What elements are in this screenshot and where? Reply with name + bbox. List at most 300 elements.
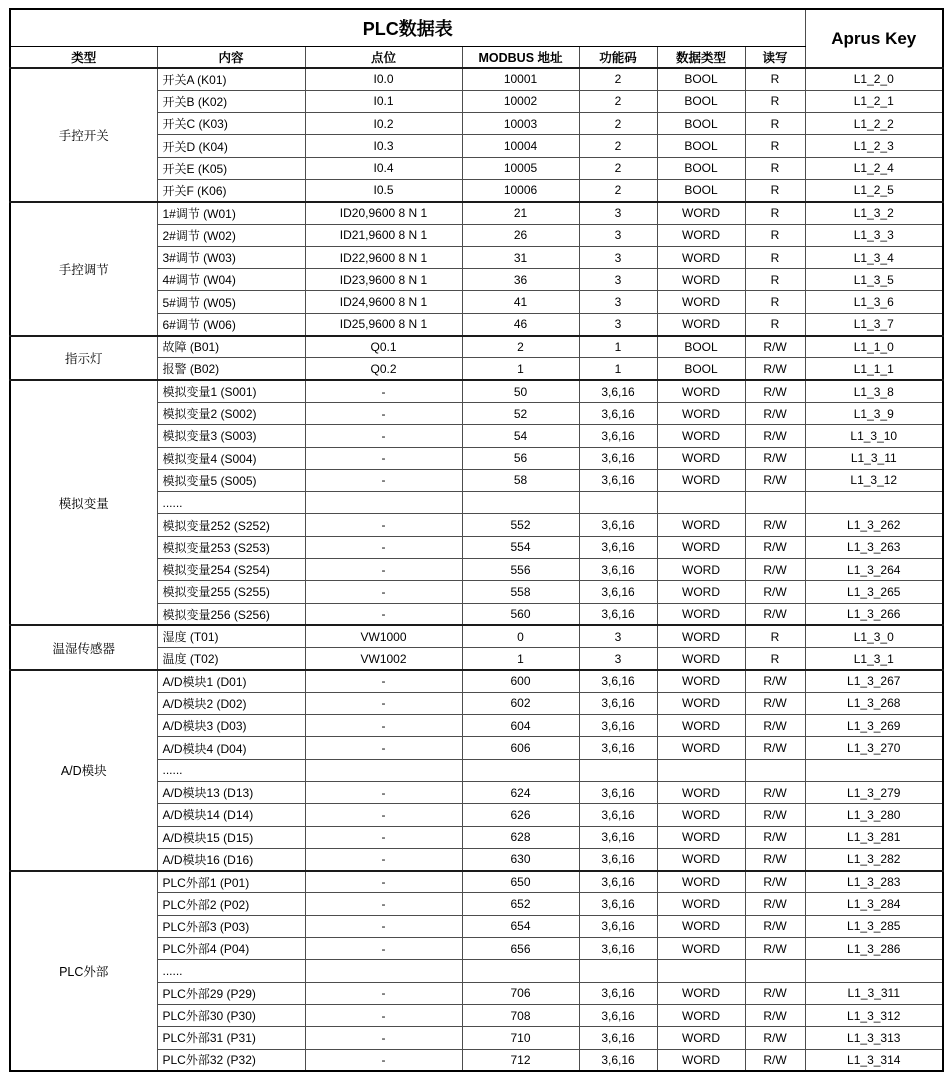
rw-cell: R/W xyxy=(745,603,805,625)
func-cell: 3,6,16 xyxy=(579,536,657,558)
dtype-cell: WORD xyxy=(657,782,745,804)
point-cell: I0.2 xyxy=(305,113,462,135)
point-cell: ID22,9600 8 N 1 xyxy=(305,246,462,268)
point-cell: VW1000 xyxy=(305,625,462,647)
content-cell: 模拟变量255 (S255) xyxy=(157,581,305,603)
key-cell xyxy=(805,759,943,781)
dtype-cell: WORD xyxy=(657,291,745,313)
func-cell: 3,6,16 xyxy=(579,938,657,960)
point-cell: - xyxy=(305,737,462,759)
rw-cell: R/W xyxy=(745,1027,805,1049)
rw-cell: R xyxy=(745,246,805,268)
point-cell: - xyxy=(305,915,462,937)
key-cell: L1_2_2 xyxy=(805,113,943,135)
key-cell: L1_2_4 xyxy=(805,157,943,179)
content-cell: 开关C (K03) xyxy=(157,113,305,135)
func-cell: 3 xyxy=(579,246,657,268)
content-cell: 模拟变量256 (S256) xyxy=(157,603,305,625)
content-cell: 模拟变量252 (S252) xyxy=(157,514,305,536)
modbus-cell: 712 xyxy=(462,1049,579,1071)
dtype-cell: WORD xyxy=(657,447,745,469)
modbus-cell: 552 xyxy=(462,514,579,536)
rw-cell: R/W xyxy=(745,380,805,402)
rw-cell: R/W xyxy=(745,581,805,603)
point-cell: - xyxy=(305,447,462,469)
rw-cell: R/W xyxy=(745,982,805,1004)
key-cell: L1_3_6 xyxy=(805,291,943,313)
key-cell: L1_3_270 xyxy=(805,737,943,759)
point-cell: - xyxy=(305,1027,462,1049)
key-cell: L1_3_269 xyxy=(805,715,943,737)
dtype-cell: BOOL xyxy=(657,135,745,157)
modbus-cell: 1 xyxy=(462,358,579,380)
func-cell: 3,6,16 xyxy=(579,782,657,804)
key-cell: L1_2_3 xyxy=(805,135,943,157)
rw-cell: R xyxy=(745,68,805,90)
dtype-cell: WORD xyxy=(657,246,745,268)
rw-cell: R/W xyxy=(745,425,805,447)
key-cell: L1_3_10 xyxy=(805,425,943,447)
content-cell: 模拟变量5 (S005) xyxy=(157,469,305,491)
table-row xyxy=(10,871,943,893)
type-cell: PLC外部 xyxy=(10,871,157,1072)
dtype-cell: WORD xyxy=(657,269,745,291)
content-cell: PLC外部29 (P29) xyxy=(157,982,305,1004)
func-cell: 1 xyxy=(579,336,657,358)
key-cell: L1_3_0 xyxy=(805,625,943,647)
rw-cell: R/W xyxy=(745,1049,805,1071)
type-cell: 指示灯 xyxy=(10,336,157,381)
col-header-content: 内容 xyxy=(157,46,305,68)
func-cell: 3,6,16 xyxy=(579,447,657,469)
func-cell: 3 xyxy=(579,202,657,224)
content-cell: A/D模块4 (D04) xyxy=(157,737,305,759)
modbus-cell: 56 xyxy=(462,447,579,469)
func-cell: 3,6,16 xyxy=(579,603,657,625)
col-header-func: 功能码 xyxy=(579,46,657,68)
key-cell: L1_3_311 xyxy=(805,982,943,1004)
func-cell: 3,6,16 xyxy=(579,804,657,826)
modbus-cell: 2 xyxy=(462,336,579,358)
rw-cell: R/W xyxy=(745,336,805,358)
modbus-cell: 560 xyxy=(462,603,579,625)
modbus-cell: 26 xyxy=(462,224,579,246)
rw-cell: R/W xyxy=(745,782,805,804)
point-cell xyxy=(305,960,462,982)
point-cell: - xyxy=(305,469,462,491)
title-row xyxy=(10,9,943,46)
modbus-cell: 600 xyxy=(462,670,579,692)
table-row xyxy=(10,625,943,647)
rw-cell: R xyxy=(745,157,805,179)
rw-cell: R/W xyxy=(745,848,805,870)
content-cell: 模拟变量2 (S002) xyxy=(157,402,305,424)
dtype-cell: WORD xyxy=(657,737,745,759)
key-cell: L1_2_0 xyxy=(805,68,943,90)
point-cell: - xyxy=(305,581,462,603)
point-cell: ID20,9600 8 N 1 xyxy=(305,202,462,224)
dtype-cell: WORD xyxy=(657,425,745,447)
func-cell: 1 xyxy=(579,358,657,380)
key-cell: L1_3_281 xyxy=(805,826,943,848)
modbus-cell: 31 xyxy=(462,246,579,268)
key-cell: L1_3_3 xyxy=(805,224,943,246)
point-cell: - xyxy=(305,536,462,558)
func-cell: 3,6,16 xyxy=(579,737,657,759)
modbus-cell: 654 xyxy=(462,915,579,937)
rw-cell: R/W xyxy=(745,559,805,581)
func-cell: 3 xyxy=(579,291,657,313)
func-cell: 3,6,16 xyxy=(579,1049,657,1071)
content-cell: 6#调节 (W06) xyxy=(157,313,305,335)
key-cell: L1_3_286 xyxy=(805,938,943,960)
content-cell: 4#调节 (W04) xyxy=(157,269,305,291)
dtype-cell: WORD xyxy=(657,982,745,1004)
dtype-cell: WORD xyxy=(657,715,745,737)
type-cell: A/D模块 xyxy=(10,670,157,871)
dtype-cell: WORD xyxy=(657,581,745,603)
point-cell: - xyxy=(305,804,462,826)
content-cell: 2#调节 (W02) xyxy=(157,224,305,246)
rw-cell: R/W xyxy=(745,915,805,937)
rw-cell: R/W xyxy=(745,893,805,915)
content-cell: 模拟变量253 (S253) xyxy=(157,536,305,558)
modbus-cell: 58 xyxy=(462,469,579,491)
modbus-cell xyxy=(462,492,579,514)
rw-cell: R xyxy=(745,90,805,112)
modbus-cell: 21 xyxy=(462,202,579,224)
content-cell: A/D模块13 (D13) xyxy=(157,782,305,804)
key-cell: L1_3_12 xyxy=(805,469,943,491)
content-cell: ...... xyxy=(157,759,305,781)
func-cell: 3 xyxy=(579,269,657,291)
content-cell: PLC外部4 (P04) xyxy=(157,938,305,960)
dtype-cell: WORD xyxy=(657,1004,745,1026)
dtype-cell: WORD xyxy=(657,804,745,826)
dtype-cell: WORD xyxy=(657,202,745,224)
col-header-type: 类型 xyxy=(10,46,157,68)
key-cell: L1_3_284 xyxy=(805,893,943,915)
modbus-cell: 624 xyxy=(462,782,579,804)
content-cell: A/D模块2 (D02) xyxy=(157,692,305,714)
point-cell: - xyxy=(305,1004,462,1026)
dtype-cell: WORD xyxy=(657,826,745,848)
dtype-cell: BOOL xyxy=(657,358,745,380)
content-cell: 温度 (T02) xyxy=(157,648,305,670)
modbus-cell: 36 xyxy=(462,269,579,291)
func-cell: 2 xyxy=(579,90,657,112)
func-cell: 3,6,16 xyxy=(579,715,657,737)
type-cell: 手控开关 xyxy=(10,68,157,202)
rw-cell xyxy=(745,960,805,982)
table-row xyxy=(10,68,943,90)
func-cell: 2 xyxy=(579,135,657,157)
rw-cell: R/W xyxy=(745,514,805,536)
point-cell: - xyxy=(305,514,462,536)
plc-data-table xyxy=(9,8,944,1072)
func-cell: 3,6,16 xyxy=(579,982,657,1004)
content-cell: 模拟变量3 (S003) xyxy=(157,425,305,447)
point-cell xyxy=(305,759,462,781)
key-cell: L1_3_312 xyxy=(805,1004,943,1026)
modbus-cell: 626 xyxy=(462,804,579,826)
point-cell: - xyxy=(305,893,462,915)
func-cell: 3,6,16 xyxy=(579,425,657,447)
point-cell: - xyxy=(305,938,462,960)
key-cell xyxy=(805,492,943,514)
point-cell: VW1002 xyxy=(305,648,462,670)
rw-cell: R xyxy=(745,269,805,291)
content-cell: PLC外部2 (P02) xyxy=(157,893,305,915)
rw-cell: R/W xyxy=(745,692,805,714)
dtype-cell: BOOL xyxy=(657,157,745,179)
rw-cell: R xyxy=(745,135,805,157)
dtype-cell: WORD xyxy=(657,1049,745,1071)
func-cell: 3,6,16 xyxy=(579,915,657,937)
point-cell xyxy=(305,492,462,514)
content-cell: 开关E (K05) xyxy=(157,157,305,179)
col-header-point: 点位 xyxy=(305,46,462,68)
point-cell: Q0.1 xyxy=(305,336,462,358)
modbus-cell: 1 xyxy=(462,648,579,670)
modbus-cell: 706 xyxy=(462,982,579,1004)
modbus-cell: 650 xyxy=(462,871,579,893)
func-cell: 3 xyxy=(579,625,657,647)
content-cell: A/D模块14 (D14) xyxy=(157,804,305,826)
content-cell: 5#调节 (W05) xyxy=(157,291,305,313)
dtype-cell: WORD xyxy=(657,625,745,647)
aprus-key-header: Aprus Key xyxy=(805,9,943,68)
point-cell: - xyxy=(305,715,462,737)
type-cell: 手控调节 xyxy=(10,202,157,336)
content-cell: A/D模块16 (D16) xyxy=(157,848,305,870)
func-cell xyxy=(579,759,657,781)
content-cell: PLC外部3 (P03) xyxy=(157,915,305,937)
rw-cell: R xyxy=(745,224,805,246)
table-body xyxy=(10,68,943,1071)
dtype-cell: WORD xyxy=(657,1027,745,1049)
rw-cell: R xyxy=(745,202,805,224)
content-cell: A/D模块15 (D15) xyxy=(157,826,305,848)
dtype-cell: WORD xyxy=(657,938,745,960)
dtype-cell: WORD xyxy=(657,536,745,558)
key-cell: L1_3_263 xyxy=(805,536,943,558)
key-cell: L1_3_262 xyxy=(805,514,943,536)
point-cell: - xyxy=(305,871,462,893)
rw-cell: R/W xyxy=(745,670,805,692)
dtype-cell: WORD xyxy=(657,893,745,915)
content-cell: 模拟变量254 (S254) xyxy=(157,559,305,581)
content-cell: 报警 (B02) xyxy=(157,358,305,380)
point-cell: ID23,9600 8 N 1 xyxy=(305,269,462,291)
point-cell: - xyxy=(305,982,462,1004)
point-cell: - xyxy=(305,782,462,804)
key-cell: L1_1_1 xyxy=(805,358,943,380)
content-cell: A/D模块1 (D01) xyxy=(157,670,305,692)
key-cell: L1_3_265 xyxy=(805,581,943,603)
key-cell: L1_2_1 xyxy=(805,90,943,112)
table-title: PLC数据表 xyxy=(10,9,805,46)
rw-cell: R xyxy=(745,625,805,647)
point-cell: I0.0 xyxy=(305,68,462,90)
rw-cell: R/W xyxy=(745,715,805,737)
key-cell: L1_3_7 xyxy=(805,313,943,335)
modbus-cell: 708 xyxy=(462,1004,579,1026)
point-cell: - xyxy=(305,848,462,870)
modbus-cell xyxy=(462,960,579,982)
col-header-rw: 读写 xyxy=(745,46,805,68)
key-cell: L1_3_2 xyxy=(805,202,943,224)
key-cell: L1_3_283 xyxy=(805,871,943,893)
func-cell: 3,6,16 xyxy=(579,402,657,424)
key-cell: L1_3_285 xyxy=(805,915,943,937)
rw-cell: R xyxy=(745,313,805,335)
modbus-cell: 52 xyxy=(462,402,579,424)
key-cell: L1_3_282 xyxy=(805,848,943,870)
dtype-cell: WORD xyxy=(657,469,745,491)
type-cell: 模拟变量 xyxy=(10,380,157,625)
dtype-cell: WORD xyxy=(657,559,745,581)
dtype-cell: WORD xyxy=(657,670,745,692)
rw-cell: R/W xyxy=(745,804,805,826)
key-cell: L1_3_279 xyxy=(805,782,943,804)
func-cell: 3 xyxy=(579,224,657,246)
dtype-cell: WORD xyxy=(657,848,745,870)
key-cell: L1_3_5 xyxy=(805,269,943,291)
modbus-cell: 10003 xyxy=(462,113,579,135)
func-cell: 3,6,16 xyxy=(579,1004,657,1026)
rw-cell xyxy=(745,492,805,514)
point-cell: ID21,9600 8 N 1 xyxy=(305,224,462,246)
content-cell: PLC外部32 (P32) xyxy=(157,1049,305,1071)
modbus-cell: 46 xyxy=(462,313,579,335)
point-cell: I0.1 xyxy=(305,90,462,112)
modbus-cell: 10006 xyxy=(462,179,579,201)
modbus-cell: 50 xyxy=(462,380,579,402)
modbus-cell: 602 xyxy=(462,692,579,714)
rw-cell: R/W xyxy=(745,447,805,469)
content-cell: PLC外部31 (P31) xyxy=(157,1027,305,1049)
dtype-cell: BOOL xyxy=(657,113,745,135)
func-cell: 2 xyxy=(579,179,657,201)
dtype-cell: WORD xyxy=(657,915,745,937)
table-row xyxy=(10,336,943,358)
rw-cell: R/W xyxy=(745,402,805,424)
rw-cell: R/W xyxy=(745,871,805,893)
func-cell xyxy=(579,960,657,982)
func-cell: 3,6,16 xyxy=(579,826,657,848)
func-cell: 3,6,16 xyxy=(579,670,657,692)
dtype-cell: WORD xyxy=(657,871,745,893)
rw-cell: R xyxy=(745,113,805,135)
content-cell: 3#调节 (W03) xyxy=(157,246,305,268)
content-cell: ...... xyxy=(157,960,305,982)
rw-cell: R/W xyxy=(745,938,805,960)
rw-cell: R/W xyxy=(745,469,805,491)
point-cell: I0.5 xyxy=(305,179,462,201)
dtype-cell xyxy=(657,759,745,781)
key-cell xyxy=(805,960,943,982)
content-cell: A/D模块3 (D03) xyxy=(157,715,305,737)
key-cell: L1_3_267 xyxy=(805,670,943,692)
key-cell: L1_2_5 xyxy=(805,179,943,201)
rw-cell: R xyxy=(745,179,805,201)
point-cell: - xyxy=(305,826,462,848)
key-cell: L1_3_314 xyxy=(805,1049,943,1071)
dtype-cell: WORD xyxy=(657,402,745,424)
dtype-cell: WORD xyxy=(657,648,745,670)
dtype-cell: WORD xyxy=(657,692,745,714)
point-cell: ID24,9600 8 N 1 xyxy=(305,291,462,313)
key-cell: L1_3_268 xyxy=(805,692,943,714)
func-cell: 3 xyxy=(579,313,657,335)
func-cell: 3 xyxy=(579,648,657,670)
key-cell: L1_3_313 xyxy=(805,1027,943,1049)
content-cell: 1#调节 (W01) xyxy=(157,202,305,224)
dtype-cell: WORD xyxy=(657,313,745,335)
content-cell: 开关B (K02) xyxy=(157,90,305,112)
func-cell: 2 xyxy=(579,113,657,135)
dtype-cell: WORD xyxy=(657,603,745,625)
dtype-cell xyxy=(657,492,745,514)
modbus-cell: 10005 xyxy=(462,157,579,179)
point-cell: - xyxy=(305,380,462,402)
point-cell: - xyxy=(305,425,462,447)
modbus-cell: 558 xyxy=(462,581,579,603)
dtype-cell: BOOL xyxy=(657,68,745,90)
func-cell: 3,6,16 xyxy=(579,848,657,870)
content-cell: 开关F (K06) xyxy=(157,179,305,201)
func-cell xyxy=(579,492,657,514)
modbus-cell: 604 xyxy=(462,715,579,737)
modbus-cell: 10001 xyxy=(462,68,579,90)
content-cell: ...... xyxy=(157,492,305,514)
modbus-cell: 0 xyxy=(462,625,579,647)
key-cell: L1_1_0 xyxy=(805,336,943,358)
func-cell: 3,6,16 xyxy=(579,380,657,402)
modbus-cell: 10004 xyxy=(462,135,579,157)
rw-cell: R xyxy=(745,648,805,670)
point-cell: - xyxy=(305,670,462,692)
dtype-cell: BOOL xyxy=(657,90,745,112)
type-cell: 温湿传感器 xyxy=(10,625,157,670)
content-cell: PLC外部1 (P01) xyxy=(157,871,305,893)
func-cell: 2 xyxy=(579,68,657,90)
key-cell: L1_3_280 xyxy=(805,804,943,826)
rw-cell: R/W xyxy=(745,1004,805,1026)
modbus-cell: 554 xyxy=(462,536,579,558)
key-cell: L1_3_266 xyxy=(805,603,943,625)
point-cell: Q0.2 xyxy=(305,358,462,380)
content-cell: PLC外部30 (P30) xyxy=(157,1004,305,1026)
dtype-cell: WORD xyxy=(657,380,745,402)
point-cell: - xyxy=(305,603,462,625)
rw-cell: R/W xyxy=(745,536,805,558)
func-cell: 3,6,16 xyxy=(579,893,657,915)
func-cell: 3,6,16 xyxy=(579,469,657,491)
rw-cell: R/W xyxy=(745,737,805,759)
point-cell: I0.3 xyxy=(305,135,462,157)
rw-cell: R/W xyxy=(745,826,805,848)
func-cell: 3,6,16 xyxy=(579,692,657,714)
func-cell: 3,6,16 xyxy=(579,581,657,603)
rw-cell xyxy=(745,759,805,781)
col-header-dtype: 数据类型 xyxy=(657,46,745,68)
key-cell: L1_3_8 xyxy=(805,380,943,402)
modbus-cell: 710 xyxy=(462,1027,579,1049)
modbus-cell: 628 xyxy=(462,826,579,848)
rw-cell: R/W xyxy=(745,358,805,380)
